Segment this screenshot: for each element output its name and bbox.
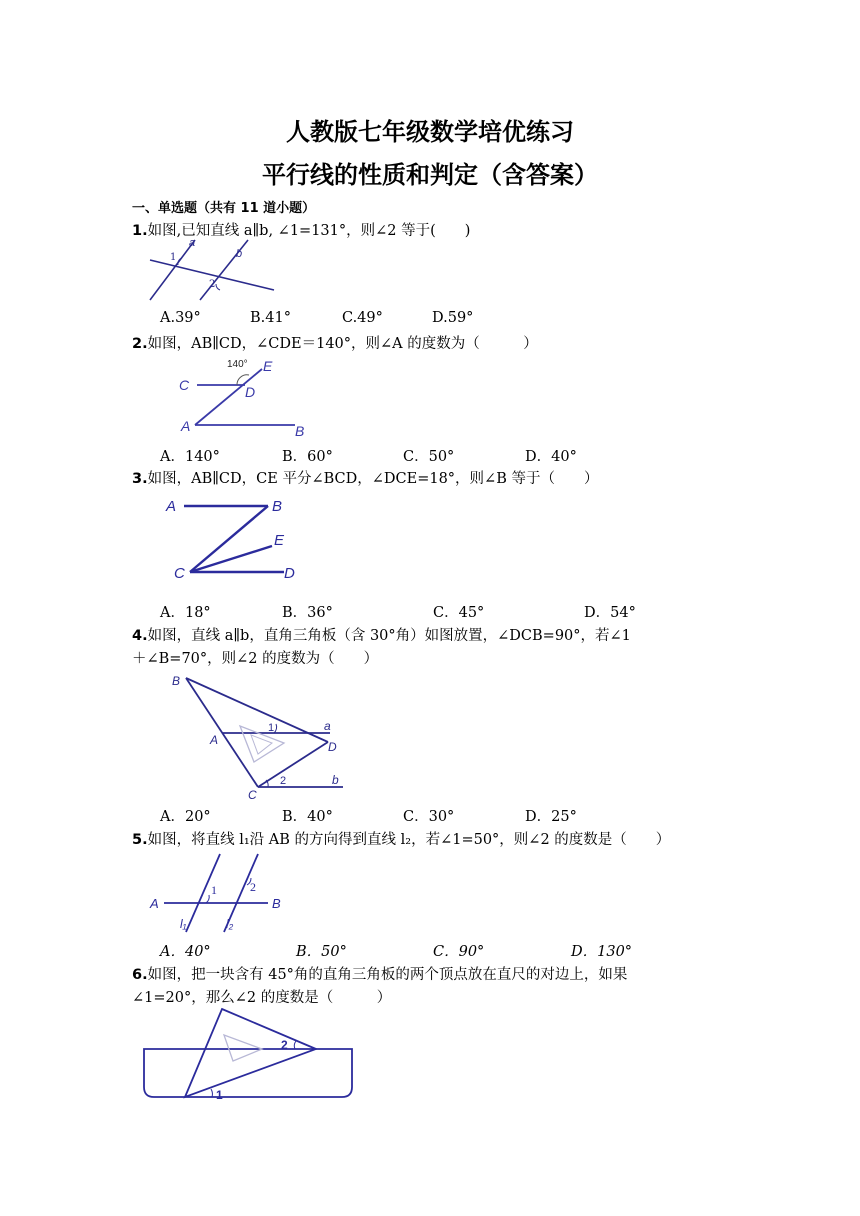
question-4-line2: ＋∠B=70°，则∠2 的度数为（ ） [132,651,379,667]
label-b: b [332,773,339,787]
q3-option-b[interactable]: B．36° [282,605,333,621]
label-a: a [324,719,331,733]
label-b: b [236,248,243,260]
figure-q2 [175,355,320,440]
q2-option-b[interactable]: B．60° [282,449,333,465]
label-B: B [272,896,281,911]
label-angle-1: 1 [211,883,217,897]
question-text: 如图，AB∥CD，CE 平分∠BCD，∠DCE=18°，则∠B 等于（ ） [147,471,599,487]
q3-option-c[interactable]: C．45° [433,605,485,621]
label-angle-2: 2 [250,880,256,894]
label-angle-2: 2 [280,775,287,787]
label-l1: l₁ [180,917,187,931]
question-text: 如图，把一块含有 45°角的直角三角板的两个顶点放在直尺的对边上，如果 [147,967,628,983]
label-A: A [210,733,219,747]
figure-q5 [148,852,293,934]
figure-q3 [160,492,310,587]
figure-q4 [168,670,353,803]
label-B: B [272,498,283,515]
label-angle-1: 1 [170,252,177,263]
question-4-line1 [132,624,631,645]
q5-option-c[interactable]: C．90° [433,944,485,960]
q4-option-b[interactable]: B．40° [282,809,333,825]
question-1 [132,219,470,240]
figure-q1 [140,237,280,306]
q3-option-d[interactable]: D．54° [584,605,636,621]
question-number: 3. [132,471,148,487]
label-D: D [284,565,295,582]
q5-option-b[interactable]: B．50° [296,944,347,960]
q1-option-b[interactable]: B.41° [250,310,291,326]
q5-option-d[interactable]: D．130° [571,944,633,960]
page-title: 人教版七年级数学培优练习 [286,118,574,146]
label-a: a [189,237,196,249]
label-angle-1: 1 [216,1088,223,1102]
question-number: 1. [132,223,148,239]
q4-option-d[interactable]: D．25° [525,809,577,825]
question-text: 如图，将直线 l₁沿 AB 的方向得到直线 l₂，若∠1=50°，则∠2 的度数是（ ） [147,832,671,848]
question-number: 5. [132,832,148,848]
label-A: A [181,418,191,434]
question-6-line1 [132,963,627,984]
label-angle-2: 2 [209,279,216,290]
figure-q6 [140,1005,360,1105]
label-D: D [245,384,256,400]
page-subtitle: 平行线的性质和判定（含答案） [262,161,598,189]
label-B: B [172,674,181,688]
q5-option-a[interactable]: A．40° [160,944,211,960]
label-D: D [328,740,337,754]
question-number: 2. [132,336,148,352]
label-angle-2: 2 [281,1038,288,1052]
label-E: E [263,358,273,374]
q2-option-a[interactable]: A．140° [160,449,220,465]
label-140: 140° [227,359,248,370]
section-title: 一、单选题（共有 11 道小题） [132,201,316,216]
label-angle-1: 1 [268,722,275,734]
question-2 [132,332,538,353]
q3-option-a[interactable]: A．18° [160,605,211,621]
q1-option-a[interactable]: A.39° [160,310,201,326]
label-B: B [295,423,305,439]
question-number: 6. [132,967,148,983]
q2-option-c[interactable]: C．50° [403,449,455,465]
label-C: C [179,377,190,393]
label-A: A [166,498,177,515]
q1-option-d[interactable]: D.59° [432,310,474,326]
label-A: A [150,896,159,911]
question-number: 4. [132,628,148,644]
question-5 [132,828,670,849]
q2-option-d[interactable]: D．40° [525,449,577,465]
question-3 [132,467,598,488]
question-text: 如图，AB∥CD，∠CDE＝140°，则∠A 的度数为（ ） [147,336,538,352]
label-l2: l₂ [226,917,234,931]
question-6-line2: ∠1=20°，那么∠2 的度数是（ ） [132,990,392,1006]
q4-option-c[interactable]: C．30° [403,809,455,825]
q1-option-c[interactable]: C.49° [342,310,383,326]
label-E: E [274,532,285,549]
q4-option-a[interactable]: A．20° [160,809,211,825]
question-text: 如图，直线 a∥b，直角三角板（含 30°角）如图放置，∠DCB=90°，若∠1 [147,628,631,644]
question-text: 如图,已知直线 a∥b, ∠1=131°，则∠2 等于( ) [147,223,471,239]
label-C: C [174,565,185,582]
label-C: C [248,788,257,802]
